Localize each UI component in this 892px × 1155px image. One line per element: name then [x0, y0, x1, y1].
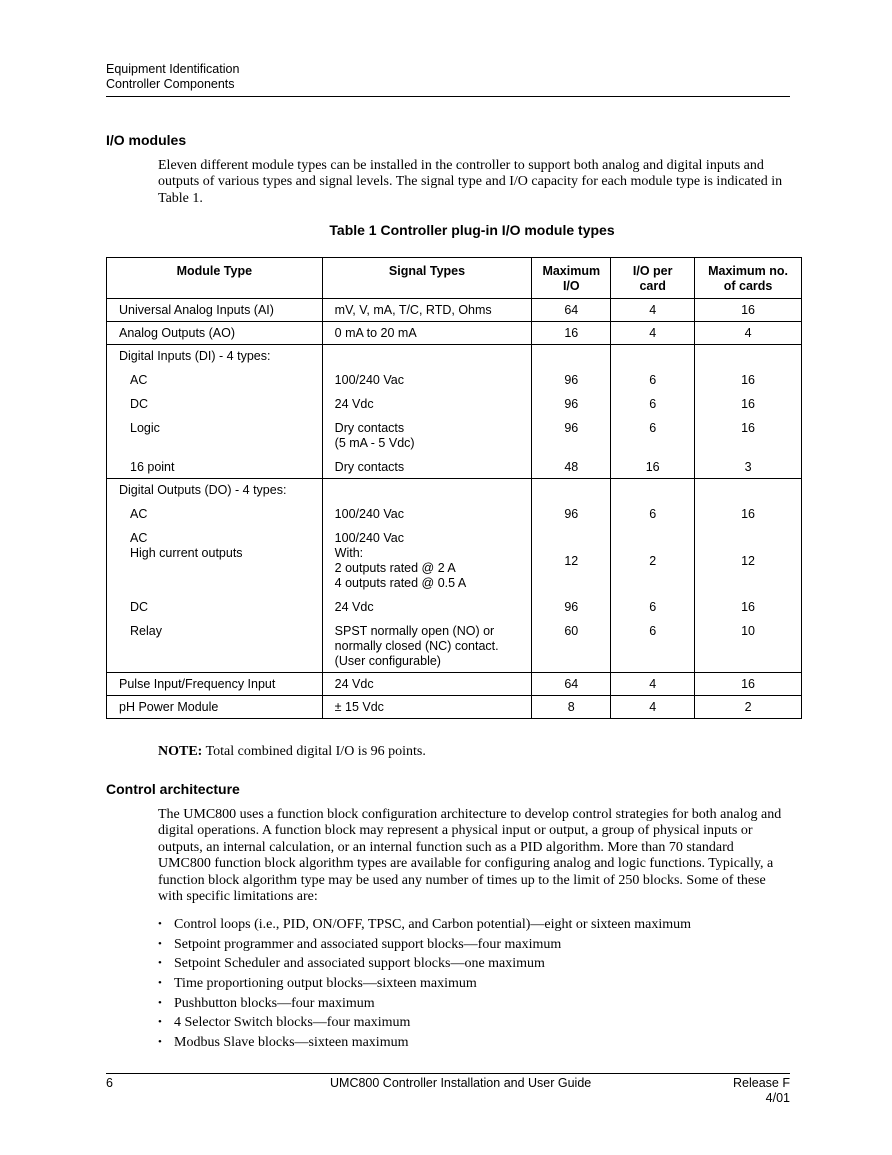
max-io-cell: 96 12 96 60: [532, 479, 611, 673]
io-per-card-cell: 6 6 6 16: [611, 345, 695, 479]
list-item: • Time proportioning output blocks—sixteen maximum: [158, 975, 691, 995]
list-item: • Pushbutton blocks—four maximum: [158, 995, 691, 1015]
table-header-row: [107, 258, 802, 299]
col-header-signal-types: Signal Types: [322, 258, 532, 299]
io-modules-heading: I/O modules: [106, 132, 187, 148]
list-item: • Modbus Slave blocks—sixteen maximum: [158, 1034, 691, 1054]
table-note: [158, 744, 426, 760]
max-cards-cell: 4: [695, 322, 802, 345]
io-per-card-cell: 4: [611, 673, 695, 696]
max-cards-cell: 2: [695, 696, 802, 719]
footer-title: UMC800 Controller Installation and User Guide: [330, 1076, 592, 1090]
release-date: 4/01: [765, 1091, 790, 1105]
table-row: [107, 696, 802, 719]
max-cards-cell: 16 12 16 10: [695, 479, 802, 673]
io-per-card-cell: 4: [611, 299, 695, 322]
table-row-digital-outputs: [107, 479, 802, 673]
list-item: • 4 Selector Switch blocks—four maximum: [158, 1014, 691, 1034]
module-type-cell: Pulse Input/Frequency Input: [107, 673, 323, 696]
control-architecture-paragraph: The UMC800 uses a function block configuration architecture to develop control strategies for both analog and digital operations. A function block may represent a physical input or output, a group of physical inputs or outputs, an internal calculation, or an internal function such as a PID algorithm. More than 70 standard UMC800 function block algorithm types are available for configuring analog and logic functions. Typically, a function block algorithm type may be used any number of times up to the limit of 250 blocks. Some of these with specific limitations are:: [158, 807, 782, 905]
list-item: • Control loops (i.e., PID, ON/OFF, TPSC, and Carbon potential)—eight or sixteen maximum: [158, 916, 691, 936]
control-architecture-heading: Control architecture: [106, 781, 240, 797]
table-row: [107, 299, 802, 322]
io-per-card-cell: 4: [611, 696, 695, 719]
col-header-max-cards: Maximum no. of cards: [695, 258, 802, 299]
footer-divider: [106, 1073, 790, 1074]
header-line-1: Equipment Identification: [106, 62, 240, 76]
table-row: [107, 322, 802, 345]
table-row: [107, 673, 802, 696]
module-type-cell: pH Power Module: [107, 696, 323, 719]
header-line-2: Controller Components: [106, 77, 235, 91]
signal-type-cell: 24 Vdc: [322, 673, 532, 696]
footer-release: [690, 1076, 790, 1106]
signal-type-cell: mV, V, mA, T/C, RTD, Ohms: [322, 299, 532, 322]
signal-type-cell: 100/240 Vac 100/240 Vac With: 2 outputs rated @ 2 A 4 outputs rated @ 0.5 A 24 Vdc SPST normally open (NO) or normally closed (NC) contact. (User configurable): [322, 479, 532, 673]
max-cards-cell: 16: [695, 673, 802, 696]
signal-type-cell: 100/240 Vac 24 Vdc Dry contacts (5 mA - 5 Vdc) Dry contacts: [322, 345, 532, 479]
max-io-cell: 8: [532, 696, 611, 719]
max-cards-cell: 16 16 16 3: [695, 345, 802, 479]
note-text: Total combined digital I/O is 96 points.: [202, 744, 426, 759]
limitations-list: [158, 916, 691, 1054]
module-type-cell: Analog Outputs (AO): [107, 322, 323, 345]
module-type-cell: Digital Inputs (DI) - 4 types: AC DC Logic 16 point: [107, 345, 323, 479]
max-io-cell: 64: [532, 673, 611, 696]
table-row-digital-inputs: [107, 345, 802, 479]
table-title: Table 1 Controller plug-in I/O module types: [329, 222, 615, 238]
io-module-table: [106, 257, 802, 719]
col-header-max-io: Maximum I/O: [532, 258, 611, 299]
module-type-cell: Digital Outputs (DO) - 4 types: AC AC High current outputs DC Relay: [107, 479, 323, 673]
release-label: Release F: [733, 1076, 790, 1090]
col-header-module-type: Module Type: [107, 258, 323, 299]
max-io-cell: 96 96 96 48: [532, 345, 611, 479]
col-header-io-per-card: I/O per card: [611, 258, 695, 299]
list-item: • Setpoint Scheduler and associated support blocks—one maximum: [158, 955, 691, 975]
list-item: • Setpoint programmer and associated support blocks—four maximum: [158, 936, 691, 956]
module-type-cell: Universal Analog Inputs (AI): [107, 299, 323, 322]
page-header: [106, 62, 790, 92]
signal-type-cell: 0 mA to 20 mA: [322, 322, 532, 345]
note-label: NOTE:: [158, 744, 203, 759]
max-cards-cell: 16: [695, 299, 802, 322]
header-divider: [106, 96, 790, 97]
page-number: 6: [106, 1076, 113, 1090]
io-per-card-cell: 6 2 6 6: [611, 479, 695, 673]
io-per-card-cell: 4: [611, 322, 695, 345]
io-modules-paragraph: Eleven different module types can be installed in the controller to support both analog and digital inputs and outputs of various types and signal levels. The signal type and I/O capacity for each module type is indicated in Table 1.: [158, 158, 783, 206]
signal-type-cell: ± 15 Vdc: [322, 696, 532, 719]
max-io-cell: 16: [532, 322, 611, 345]
max-io-cell: 64: [532, 299, 611, 322]
